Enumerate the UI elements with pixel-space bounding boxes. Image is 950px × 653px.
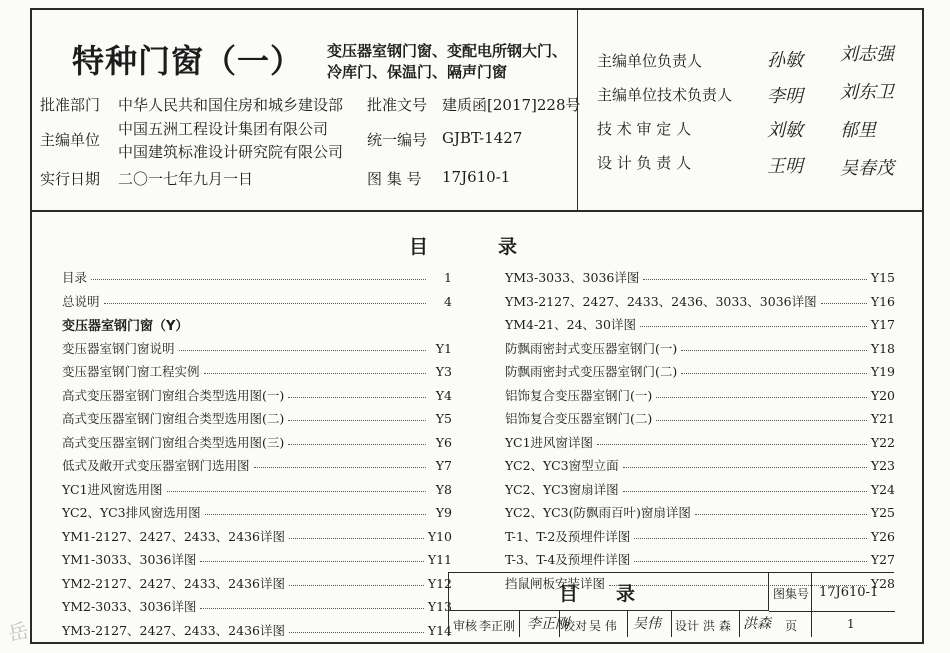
toc-entry[interactable] [505, 292, 895, 316]
toc-leader-dots [289, 538, 424, 539]
toc-entry-text: YC1进风窗选用图 [62, 481, 163, 497]
toc-entry[interactable] [505, 315, 895, 339]
divider [811, 573, 812, 637]
signature: 李明 [767, 86, 803, 107]
toc-entry[interactable] [62, 597, 452, 621]
toc-entry[interactable] [62, 386, 452, 410]
toc-entry-text: 高式变压器室钢门窗组合类型选用图(二) [62, 411, 285, 426]
page-value: 1 [847, 617, 855, 631]
toc-leader-dots [634, 538, 867, 539]
toc-entry[interactable] [62, 621, 452, 645]
toc-entry[interactable] [505, 433, 895, 457]
toc-entry-page: Y11 [427, 552, 452, 567]
toc-entry[interactable] [505, 386, 895, 410]
toc-leader-dots [623, 467, 867, 468]
check-label: 校对 [563, 619, 588, 633]
toc-entry-page: Y9 [435, 505, 452, 520]
toc-entry[interactable] [505, 409, 895, 433]
toc-entry[interactable] [62, 480, 452, 504]
editor-label: 主编单位 [40, 131, 101, 149]
toc-entry-text: 高式变压器室钢门窗组合类型选用图(一) [62, 387, 285, 403]
toc-entry-text: 变压器室钢门窗说明 [62, 340, 175, 356]
toc-leader-dots [643, 279, 866, 280]
toc-title: 目录 [409, 236, 588, 258]
toc-entry[interactable] [505, 456, 895, 480]
review-label: 审核 [453, 619, 478, 633]
toc-entry-text: 变压器室钢门窗工程实例 [62, 364, 200, 379]
toc-entry-page: 4 [444, 293, 452, 309]
divider [769, 611, 895, 612]
toc-entry-text: YM1-3033、3036详图 [62, 552, 197, 567]
toc-entry-text: YC2、YC3窗型立面 [505, 458, 619, 473]
toc-entry[interactable] [505, 480, 895, 504]
toc-entry[interactable] [505, 550, 895, 574]
toc-entry-text: YM3-3033、3036详图 [505, 270, 640, 285]
header-divider [32, 210, 922, 212]
toc-entry-page: Y7 [435, 458, 452, 473]
toc-entry[interactable] [505, 362, 895, 386]
toc-entry-page: Y21 [870, 411, 895, 426]
divider [627, 611, 628, 637]
toc-entry-text: 高式变压器室钢门窗组合类型选用图(三) [62, 434, 285, 450]
toc-entry-text: 变压器室钢门窗（Y） [62, 319, 189, 334]
toc-leader-dots [288, 444, 426, 445]
toc-entry-text: YC1进风窗详图 [505, 434, 594, 450]
toc-entry-text: T-1、T-2及预埋件详图 [505, 528, 631, 544]
toc-entry-text: YC2、YC3窗扇详图 [505, 481, 619, 497]
toc-leader-dots [640, 326, 867, 327]
role-chief-unit: 主编单位负责人 [597, 52, 703, 70]
stamp-mark: 岳 [6, 618, 31, 646]
title-block [448, 572, 894, 636]
toc-section-heading [62, 315, 452, 339]
atlas-subtitle-line2: 冷库门、保温门、隔声门窗 [327, 63, 508, 81]
toc-entry[interactable] [62, 433, 452, 457]
design-signature: 洪森 [743, 616, 771, 632]
atlas-no-label: 图 集 号 [367, 170, 422, 188]
toc-leader-dots [681, 350, 867, 351]
title-block-main [449, 573, 769, 611]
toc-leader-dots [681, 373, 867, 374]
toc-leader-dots [597, 444, 867, 445]
toc-entry-page: Y28 [870, 575, 895, 591]
toc-entry-text: YC2、YC3(防飘雨百叶)窗扇详图 [505, 505, 691, 520]
toc-leader-dots [656, 397, 867, 398]
toc-entry-text: T-3、T-4及预埋件详图 [505, 552, 631, 567]
toc-entry[interactable] [505, 268, 895, 292]
title-block-atlas-value: 17J610-1 [819, 585, 879, 600]
toc-leader-dots [179, 350, 426, 351]
toc-entry-text: 防飘雨密封式变压器室钢门(一) [505, 340, 678, 356]
role-tech-chief: 主编单位技术负责人 [597, 86, 733, 104]
toc-entry-page: Y6 [435, 434, 452, 450]
header-vertical-divider [577, 10, 578, 210]
signature: 郁里 [840, 120, 876, 141]
toc-leader-dots [200, 561, 423, 562]
toc-entry-page: Y15 [870, 270, 895, 285]
toc-entry[interactable] [62, 527, 452, 551]
divider [559, 611, 560, 637]
divider [671, 611, 672, 637]
toc-entry-page: Y14 [427, 622, 452, 638]
editor-value-2: 中国建筑标准设计研究院有限公司 [118, 143, 344, 161]
toc-entry-page: Y10 [427, 528, 452, 544]
review-name: 李正刚 [479, 619, 516, 633]
toc-leader-dots [634, 561, 867, 562]
design-name: 洪 森 [703, 619, 731, 633]
toc-entry[interactable] [62, 456, 452, 480]
signature: 孙敏 [767, 50, 803, 71]
toc-entry-page: Y20 [870, 387, 895, 403]
toc-leader-dots [695, 514, 867, 515]
toc-entry[interactable] [62, 268, 452, 292]
divider [739, 611, 740, 637]
toc-entry-page: Y16 [870, 293, 895, 309]
toc-entry-page: Y12 [427, 575, 452, 591]
signature: 王明 [767, 156, 803, 177]
divider [519, 611, 520, 637]
toc-entry-text: 总说明 [62, 293, 100, 309]
atlas-title: 特种门窗（一） [72, 42, 304, 80]
toc-entry-text: 低式及敞开式变压器室钢门选用图 [62, 458, 250, 473]
toc-entry-text: 防飘雨密封式变压器室钢门(二) [505, 364, 678, 379]
toc-entry-page: Y1 [435, 340, 452, 356]
approve-dept-label: 批准部门 [40, 96, 101, 114]
toc-entry-page: Y25 [870, 505, 895, 520]
toc-entry[interactable] [62, 292, 452, 316]
atlas-subtitle-line1: 变压器室钢门窗、变配电所钢大门、 [327, 42, 568, 60]
toc-entry-text: YM3-2127、2427、2433、2436、3033、3036详图 [505, 293, 817, 309]
toc-entry-text: 目录 [62, 270, 88, 285]
unified-no-label: 统一编号 [367, 131, 428, 149]
toc-entry-page: Y26 [870, 528, 895, 544]
toc-right-column [505, 268, 895, 597]
toc-leader-dots [289, 632, 424, 633]
signature: 刘志强 [840, 44, 894, 65]
toc-entry-page: Y13 [427, 599, 452, 614]
toc-entry[interactable] [62, 550, 452, 574]
toc-entry[interactable] [505, 339, 895, 363]
toc-leader-dots [821, 303, 867, 304]
toc-entry-page: Y4 [435, 387, 452, 403]
toc-entry[interactable] [62, 503, 452, 527]
title-block-atlas-label: 图集号 [773, 587, 810, 601]
unified-no-value: GJBT-1427 [442, 129, 523, 147]
toc-entry-text: 铝饰复合变压器室钢门(二) [505, 411, 653, 426]
toc-entry-page: Y23 [870, 458, 895, 473]
page-label: 页 [785, 619, 798, 633]
toc-leader-dots [288, 420, 426, 421]
toc-entry-text: YM1-2127、2427、2433、2436详图 [62, 528, 285, 544]
toc-leader-dots [656, 420, 867, 421]
toc-entry-page: Y22 [870, 434, 895, 450]
toc-entry-text: YM2-2127、2427、2433、2436详图 [62, 575, 285, 591]
effective-date-value: 二〇一七年九月一日 [118, 170, 254, 188]
role-tech-reviewer: 技 术 审 定 人 [597, 120, 692, 138]
toc-entry-text: 铝饰复合变压器室钢门(一) [505, 387, 653, 403]
toc-entry-page: Y3 [435, 364, 452, 379]
toc-leader-dots [289, 585, 424, 586]
editor-value-1: 中国五洲工程设计集团有限公司 [118, 120, 329, 138]
toc-entry-page: 1 [444, 270, 452, 285]
toc-entry-text: 挡鼠闸板安装详图 [505, 575, 606, 591]
toc-entry[interactable] [62, 362, 452, 386]
toc-leader-dots [204, 373, 426, 374]
approve-dept-value: 中华人民共和国住房和城乡建设部 [118, 96, 344, 114]
toc-entry[interactable] [62, 339, 452, 363]
toc-leader-dots [623, 491, 867, 492]
approve-doc-value: 建质函[2017]228号 [442, 96, 581, 114]
signature: 刘东卫 [840, 82, 894, 103]
effective-date-label: 实行日期 [40, 170, 101, 188]
title-block-title: 目录 [559, 583, 674, 605]
signature: 刘敏 [767, 120, 803, 141]
toc-entry-text: YM2-3033、3036详图 [62, 599, 197, 614]
toc-leader-dots [288, 397, 426, 398]
toc-entry[interactable] [505, 527, 895, 551]
drawing-frame [30, 8, 924, 644]
toc-entry-page: Y27 [870, 552, 895, 567]
toc-leader-dots [104, 303, 426, 304]
design-label: 设计 [675, 619, 700, 633]
review-signature: 李正刚 [527, 616, 569, 632]
toc-entry-page: Y19 [870, 364, 895, 379]
toc-entry-text: YM3-2127、2427、2433、2436详图 [62, 622, 285, 638]
toc-entry-page: Y24 [870, 481, 895, 497]
toc-entry-page: Y17 [870, 317, 895, 332]
toc-entry-text: YM4-21、24、30详图 [505, 317, 636, 332]
signature: 吴春茂 [840, 158, 894, 179]
toc-leader-dots [254, 467, 426, 468]
toc-entry[interactable] [62, 409, 452, 433]
toc-left-column [62, 268, 452, 644]
toc-leader-dots [91, 279, 426, 280]
toc-leader-dots [200, 608, 423, 609]
toc-entry-page: Y5 [435, 411, 452, 426]
check-signature: 吴伟 [633, 616, 661, 632]
toc-entry[interactable] [62, 574, 452, 598]
approve-doc-label: 批准文号 [367, 96, 428, 114]
check-name: 吴 伟 [589, 619, 617, 633]
atlas-no-value: 17J610-1 [442, 168, 511, 186]
toc-entry-text: YC2、YC3排风窗选用图 [62, 505, 201, 520]
toc-leader-dots [205, 514, 426, 515]
toc-entry-page: Y8 [435, 481, 452, 497]
role-design-lead: 设 计 负 责 人 [597, 154, 692, 172]
toc-entry-page: Y18 [870, 340, 895, 356]
toc-leader-dots [167, 491, 426, 492]
toc-entry[interactable] [505, 503, 895, 527]
